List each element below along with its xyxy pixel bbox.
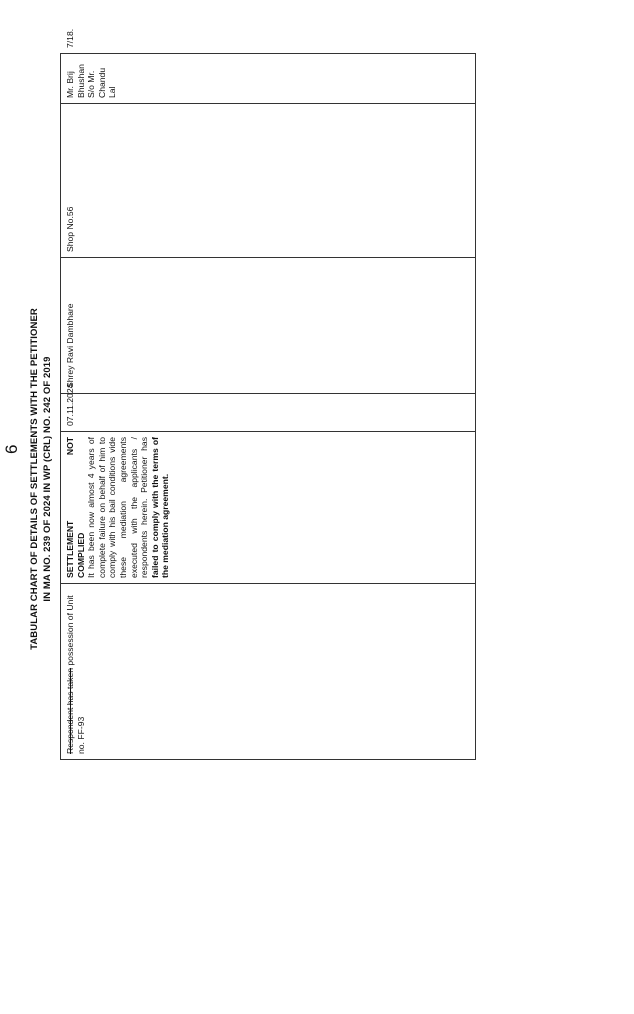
- remarks-text: possession of Unit no. FF-93: [65, 595, 86, 754]
- heading-line-2: IN MA NO. 239 OF 2024 IN WP (CRL) NO. 242 OF 2019: [42, 356, 53, 602]
- page-number: 6: [2, 444, 21, 454]
- date-cell: 07.11.2024: [61, 394, 476, 432]
- table-row: Respondent has taken possession of Unit no. FF-93 SETTLEMENT NOT COMPLIED It has been now almost 4 years of complete failure on behalf of him to comply with his bail conditions vide these mediation agreements executed with the applicants / respondents herein. Petitioner has failed to comply with the terms of the mediation agreement. 07.11.2024 Shrey Ravi Dambhare Shop No.56 Mr. Brij Bhushan S/o Mr. Chandu Lal 7/18.: [61, 54, 476, 760]
- name-cell: Mr. Brij Bhushan S/o Mr. Chandu Lal: [61, 54, 476, 104]
- status-heading-line2: COMPLIED: [75, 532, 86, 578]
- document-heading: [28, 184, 54, 774]
- heading-line-1: TABULAR CHART OF DETAILS OF SETTLEMENTS WITH THE PETITIONER: [29, 308, 40, 650]
- mediator-cell: Shrey Ravi Dambhare: [61, 258, 476, 394]
- remarks-struck-text: Respondent has taken: [65, 667, 75, 754]
- status-bold-text: failed to comply with the terms of the mediation agreement.: [149, 437, 171, 578]
- status-heading-right: NOT: [65, 437, 75, 456]
- settlements-table: [60, 28, 476, 760]
- status-heading: [65, 437, 76, 578]
- status-heading-left: SETTLEMENT: [65, 520, 75, 578]
- shop-cell: Shop No.56: [61, 104, 476, 258]
- remarks-cell: [61, 584, 476, 760]
- status-cell: [61, 432, 476, 584]
- status-body: It has been now almost 4 years of complete failure on behalf of him to comply with his bail conditions vide these mediation agreements executed with the applicants / respondents herein. Petitioner has: [86, 437, 150, 578]
